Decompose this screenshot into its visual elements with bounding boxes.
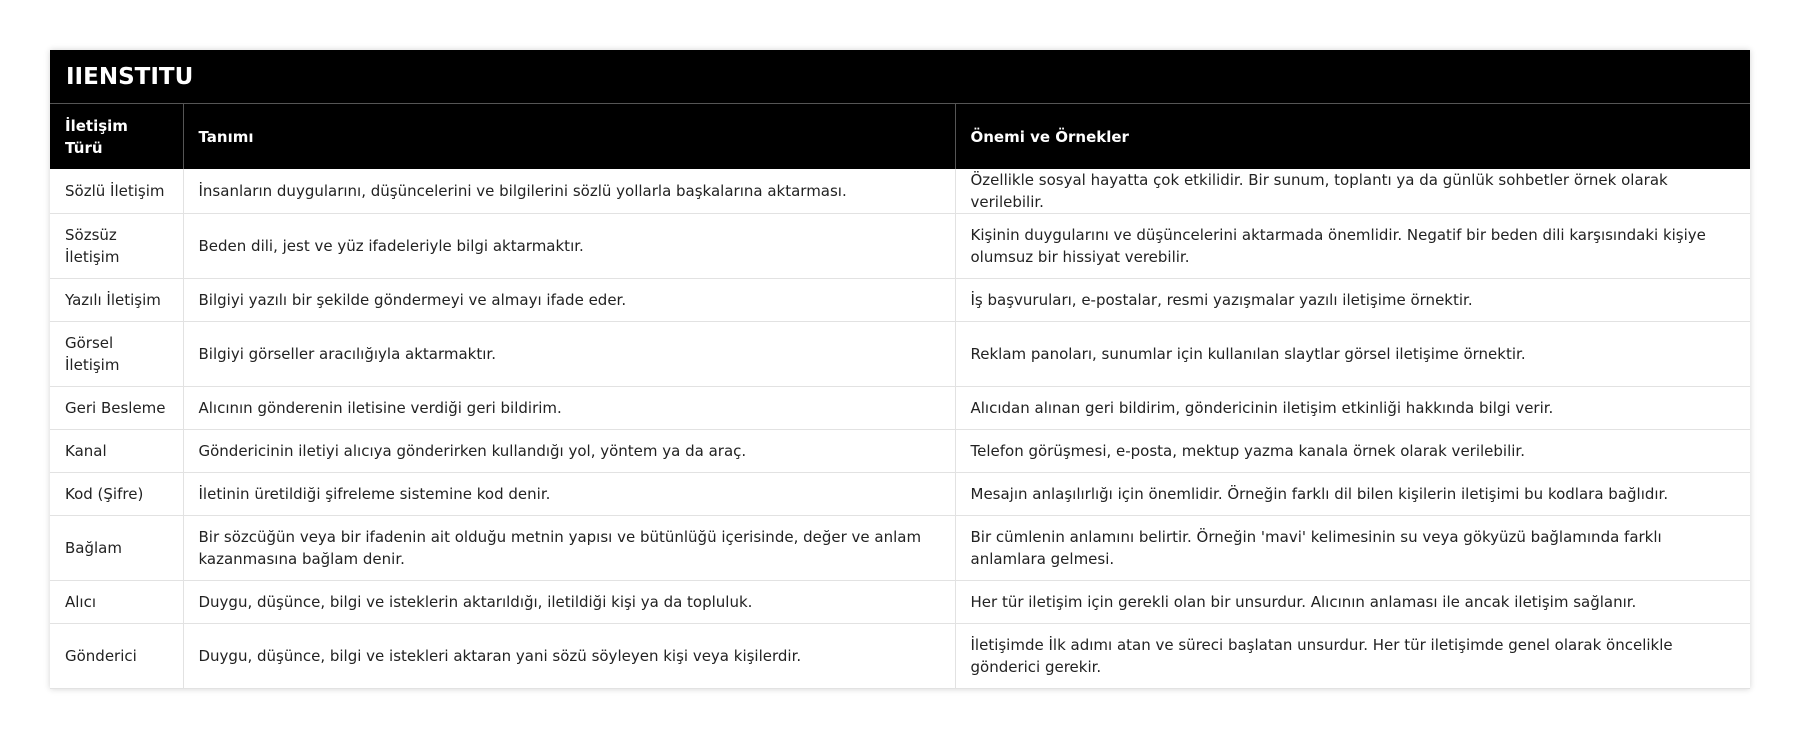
table-row — [50, 473, 1750, 516]
cell-type: Geri Besleme — [50, 387, 183, 430]
cell-definition: Bilgiyi yazılı bir şekilde göndermeyi ve almayı ifade eder. — [183, 279, 955, 322]
cell-definition: Beden dili, jest ve yüz ifadeleriyle bilgi aktarmaktır. — [183, 214, 955, 279]
cell-type: Kanal — [50, 430, 183, 473]
table-row — [50, 624, 1750, 689]
cell-importance: Telefon görüşmesi, e-posta, mektup yazma kanala örnek olarak verilebilir. — [955, 430, 1750, 473]
cell-importance: İş başvuruları, e-postalar, resmi yazışmalar yazılı iletişime örnektir. — [955, 279, 1750, 322]
communication-types-table-card — [50, 50, 1750, 689]
table-row — [50, 322, 1750, 387]
header-row — [50, 104, 1750, 169]
cell-type: Sözlü İletişim — [50, 169, 183, 214]
table-row — [50, 214, 1750, 279]
header-communication-type: İletişim Türü — [50, 104, 183, 169]
table-row — [50, 516, 1750, 581]
cell-type: Alıcı — [50, 581, 183, 624]
table-row — [50, 581, 1750, 624]
cell-importance: Her tür iletişim için gerekli olan bir unsurdur. Alıcının anlaması ile ancak iletişim sağlanır. — [955, 581, 1750, 624]
cell-importance: İletişimde İlk adımı atan ve süreci başlatan unsurdur. Her tür iletişimde genel olarak öncelikle gönderici gerekir. — [955, 624, 1750, 689]
cell-type: Kod (Şifre) — [50, 473, 183, 516]
cell-definition: Göndericinin iletiyi alıcıya gönderirken kullandığı yol, yöntem ya da araç. — [183, 430, 955, 473]
table-row — [50, 169, 1750, 214]
cell-importance: Özellikle sosyal hayatta çok etkilidir. Bir sunum, toplantı ya da günlük sohbetler örnek olarak verilebilir. — [955, 169, 1750, 214]
cell-importance: Mesajın anlaşılırlığı için önemlidir. Örneğin farklı dil bilen kişilerin iletişimi bu kodlara bağlıdır. — [955, 473, 1750, 516]
cell-importance: Bir cümlenin anlamını belirtir. Örneğin 'mavi' kelimesinin su veya gökyüzü bağlamında farklı anlamlara gelmesi. — [955, 516, 1750, 581]
header-definition: Tanımı — [183, 104, 955, 169]
cell-type: Görsel İletişim — [50, 322, 183, 387]
cell-definition: Duygu, düşünce, bilgi ve istekleri aktaran yani sözü söyleyen kişi veya kişilerdir. — [183, 624, 955, 689]
cell-importance: Reklam panoları, sunumlar için kullanılan slaytlar görsel iletişime örnektir. — [955, 322, 1750, 387]
cell-importance: Alıcıdan alınan geri bildirim, göndericinin iletişim etkinliği hakkında bilgi verir. — [955, 387, 1750, 430]
cell-definition: Duygu, düşünce, bilgi ve isteklerin aktarıldığı, iletildiği kişi ya da topluluk. — [183, 581, 955, 624]
cell-type: Sözsüz İletişim — [50, 214, 183, 279]
communication-types-table — [50, 104, 1750, 689]
table-row — [50, 387, 1750, 430]
cell-definition: Bilgiyi görseller aracılığıyla aktarmaktır. — [183, 322, 955, 387]
table-row — [50, 430, 1750, 473]
cell-definition: İnsanların duygularını, düşüncelerini ve bilgilerini sözlü yollarla başkalarına aktarması. — [183, 169, 955, 214]
cell-definition: Bir sözcüğün veya bir ifadenin ait olduğu metnin yapısı ve bütünlüğü içerisinde, değer ve anlam kazanmasına bağlam denir. — [183, 516, 955, 581]
table-header — [50, 104, 1750, 169]
cell-definition: İletinin üretildiği şifreleme sistemine kod denir. — [183, 473, 955, 516]
cell-type: Bağlam — [50, 516, 183, 581]
cell-type: Gönderici — [50, 624, 183, 689]
header-importance-examples: Önemi ve Örnekler — [955, 104, 1750, 169]
table-body — [50, 169, 1750, 689]
cell-definition: Alıcının gönderenin iletisine verdiği geri bildirim. — [183, 387, 955, 430]
table-row — [50, 279, 1750, 322]
cell-importance: Kişinin duygularını ve düşüncelerini aktarmada önemlidir. Negatif bir beden dili karşısındaki kişiye olumsuz bir hissiyat verebilir. — [955, 214, 1750, 279]
brand-title: IIENSTITU — [50, 50, 1750, 104]
cell-type: Yazılı İletişim — [50, 279, 183, 322]
